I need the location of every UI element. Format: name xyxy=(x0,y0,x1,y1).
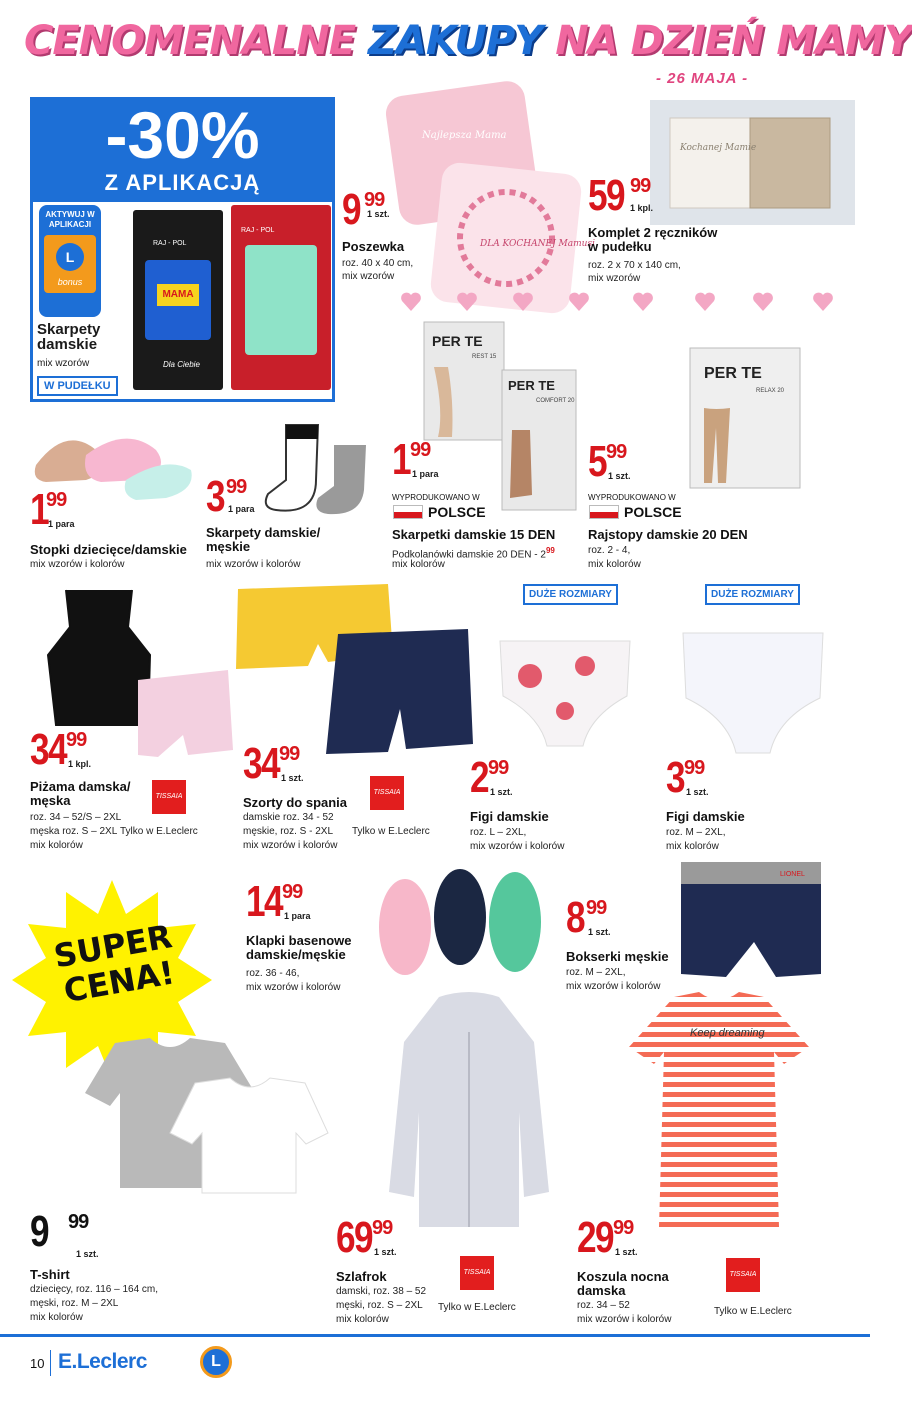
page-number: 10 xyxy=(30,1356,45,1371)
desc-figi1-1: roz. L – 2XL, xyxy=(470,827,527,838)
leclerc-logo-icon: L xyxy=(56,243,84,271)
duze-rozmiary-badge: DUŻE ROZMIARY xyxy=(705,584,800,605)
brand-name[interactable]: E.Leclerc xyxy=(58,1350,147,1373)
name-koszula: Koszula nocna damska xyxy=(577,1269,669,1298)
footer-separator xyxy=(50,1350,51,1376)
promo-banner xyxy=(33,100,332,202)
svg-text:LIONEL: LIONEL xyxy=(780,871,805,878)
perte-rest-package xyxy=(424,322,504,440)
svg-text:REST 15: REST 15 xyxy=(472,354,497,360)
figi1-image xyxy=(495,636,635,751)
towel-box-image xyxy=(650,100,855,225)
country-label: POLSCE xyxy=(428,504,486,520)
tylko-label: Tylko w E.Leclerc xyxy=(438,1302,516,1313)
mama-badge: MAMA xyxy=(157,284,199,306)
super-cena-label: SUPER CENA! xyxy=(50,917,178,1011)
in-box-badge: W PUDEŁKU xyxy=(37,376,118,396)
desc-koszula-2: mix wzorów i kolorów xyxy=(577,1314,672,1325)
desc-skarpetki15-2: mix kolorów xyxy=(392,559,445,570)
desc-pizama-3: mix kolorów xyxy=(30,840,83,851)
towel-text: Kochanej Mamie xyxy=(680,143,757,153)
tylko-label: Tylko w E.Leclerc xyxy=(352,826,430,837)
headline xyxy=(24,18,912,78)
name-pizama: Piżama damska/ męska xyxy=(30,779,131,808)
svg-text:RELAX 20: RELAX 20 xyxy=(756,388,785,394)
desc-szorty-2: męskie, roz. S - 2XL xyxy=(243,826,334,837)
desc-skarpetki15-1: Podkolanówki damskie 20 DEN - $2^{99}$ xyxy=(392,546,555,561)
made-in-label: WYPRODUKOWANO W xyxy=(588,493,676,502)
headline-part1: CENOMENALNE xyxy=(24,18,356,64)
perte-relax-package xyxy=(690,348,800,488)
sock-box-red xyxy=(231,205,331,390)
name-figi1: Figi damskie xyxy=(470,809,549,824)
desc-szlafrok-1: damski, roz. 38 – 52 xyxy=(336,1286,427,1297)
price-szorty: 34 99 1 szt. xyxy=(243,739,304,788)
skarpety-image xyxy=(256,420,386,520)
phone-icon xyxy=(39,205,101,317)
desc-szlafrok-2: męski, roz. S – 2XL xyxy=(336,1300,423,1311)
promo-subtitle: Z APLIKACJĄ xyxy=(104,170,261,195)
bokserki-image xyxy=(676,862,826,982)
promo-product-name: Skarpety damskie xyxy=(37,321,101,353)
pillow-image xyxy=(382,78,595,318)
leclerc-logo-icon: L xyxy=(200,1346,232,1378)
sock-tag: RAJ - POL xyxy=(153,240,187,247)
name-bokserki: Bokserki męskie xyxy=(566,949,669,964)
desc-szorty-1: damskie roz. 34 - 52 xyxy=(243,812,334,823)
svg-text:PER TE: PER TE xyxy=(508,378,555,393)
szlafrok-image xyxy=(384,992,554,1232)
tylko-label: Tylko w E.Leclerc xyxy=(714,1306,792,1317)
desc-szorty-3: mix wzorów i kolorów xyxy=(243,840,338,851)
tissaia-logo: TISSAIA xyxy=(460,1256,494,1290)
sock-tag: RAJ - POL xyxy=(241,227,275,234)
desc-rajstopy-2: mix kolorów xyxy=(588,559,641,570)
duze-rozmiary-badge: DUŻE ROZMIARY xyxy=(523,584,618,605)
poland-flag-icon xyxy=(393,505,423,519)
desc-pizama-1: roz. 34 – 52/S – 2XL xyxy=(30,812,122,823)
tissaia-logo: TISSAIA xyxy=(152,780,186,814)
desc-figi2-1: roz. M – 2XL, xyxy=(666,827,726,838)
name-poszewka: Poszewka xyxy=(342,239,405,254)
name-klapki: Klapki basenowe damskie/męskie xyxy=(246,933,352,962)
tissaia-logo: TISSAIA xyxy=(370,776,404,810)
pillow1-text: Najlepsza Mama xyxy=(422,130,507,141)
price-rajstopy: 5 99 1 szt. xyxy=(588,437,631,486)
klapki-image xyxy=(370,862,550,982)
bonus-label: bonus xyxy=(57,277,83,287)
heart-icon xyxy=(512,292,534,312)
name-reczniki: Komplet 2 ręczników w pudełku xyxy=(588,225,718,254)
heart-icon xyxy=(568,292,590,312)
desc-tshirt-2: męski, roz. M – 2XL xyxy=(30,1298,119,1309)
tissaia-logo: TISSAIA xyxy=(726,1258,760,1292)
desc-figi1-2: mix wzorów i kolorów xyxy=(470,841,565,852)
sock-image xyxy=(245,245,317,355)
poland-flag-icon xyxy=(589,505,619,519)
dla-ciebie: Dla Ciebie xyxy=(163,360,200,369)
szorty-image xyxy=(228,574,478,764)
name-stopki: Stopki dziecięce/damskie xyxy=(30,542,187,557)
desc-skarpety: mix wzorów i kolorów xyxy=(206,559,301,570)
price-tshirt: 9 99 1 szt. xyxy=(30,1207,99,1259)
footer-divider xyxy=(0,1334,870,1337)
heart-icon xyxy=(632,292,654,312)
desc-stopki: mix wzorów i kolorów xyxy=(30,559,125,570)
price-figi1: 2 99 1 szt. xyxy=(470,753,513,802)
desc-bokserki-2: mix wzorów i kolorów xyxy=(566,981,661,992)
tshirt-image xyxy=(70,1038,330,1198)
sock-box-black xyxy=(133,210,223,390)
desc-pizama-2: męska roz. S – 2XL xyxy=(30,826,118,837)
price-stopki: 1 99 1 para xyxy=(30,485,75,534)
name-figi2: Figi damskie xyxy=(666,809,745,824)
country-label: POLSCE xyxy=(624,504,682,520)
promo-discount: -30% xyxy=(105,98,260,172)
desc-szlafrok-3: mix kolorów xyxy=(336,1314,389,1325)
price-bokserki: 8 99 1 szt. xyxy=(566,893,611,942)
desc-tshirt-1: dziecięcy, roz. 116 – 164 cm, xyxy=(30,1284,159,1295)
price-pizama: 34 99 1 kpl. xyxy=(30,725,92,774)
price-skarpetki15: 1 99 1 para xyxy=(392,435,439,484)
desc-poszewka-1: roz. 40 x 40 cm, xyxy=(342,258,414,269)
price-szlafrok: 69 99 1 szt. xyxy=(336,1213,397,1262)
perte-comfort-package xyxy=(502,370,576,510)
heart-icon xyxy=(694,292,716,312)
svg-text:PER TE: PER TE xyxy=(432,333,483,349)
phone-text: AKTYWUJ W APLIKACJI xyxy=(45,210,95,229)
promo-product-desc: mix wzorów xyxy=(37,358,90,369)
price-reczniki: 59 99 1 kpl. xyxy=(588,171,654,220)
pillow2-text: DLA KOCHANEJ Mamusi xyxy=(480,239,595,249)
name-szlafrok: Szlafrok xyxy=(336,1269,387,1284)
name-skarpety: Skarpety damskie/ męskie xyxy=(206,525,321,554)
desc-reczniki-1: roz. 2 x 70 x 140 cm, xyxy=(588,260,681,271)
heart-icon xyxy=(400,292,422,312)
app-screen xyxy=(44,235,96,293)
svg-text:Keep dreaming: Keep dreaming xyxy=(690,1027,765,1039)
desc-reczniki-2: mix wzorów xyxy=(588,273,641,284)
name-szorty: Szorty do spania xyxy=(243,795,348,810)
heart-icon xyxy=(456,292,478,312)
headline-date: - 26 MAJA - xyxy=(656,70,749,87)
price-skarpety: 3 99 1 para xyxy=(206,472,255,521)
svg-text:COMFORT 20: COMFORT 20 xyxy=(536,398,575,404)
desc-klapki-2: mix wzorów i kolorów xyxy=(246,982,341,993)
svg-text:PER TE: PER TE xyxy=(704,365,762,382)
name-rajstopy: Rajstopy damskie 20 DEN xyxy=(588,527,748,542)
desc-rajstopy-1: roz. 2 - 4, xyxy=(588,545,631,556)
desc-koszula-1: roz. 34 – 52 xyxy=(577,1300,630,1311)
made-in-label: WYPRODUKOWANO W xyxy=(392,493,480,502)
figi2-image xyxy=(678,628,828,758)
price-koszula: 29 99 1 szt. xyxy=(577,1213,638,1262)
desc-poszewka-2: mix wzorów xyxy=(342,271,395,282)
tylko-label: Tylko w E.Leclerc xyxy=(120,826,198,837)
koszula-image xyxy=(624,992,814,1232)
desc-bokserki-1: roz. M – 2XL, xyxy=(566,967,626,978)
promo-box[interactable] xyxy=(30,97,335,402)
desc-klapki-1: roz. 36 - 46, xyxy=(246,968,300,979)
price-figi2: 3 99 1 szt. xyxy=(666,753,709,802)
headline-part3: NA DZIEŃ MAMY xyxy=(555,18,912,64)
desc-figi2-2: mix kolorów xyxy=(666,841,719,852)
desc-tshirt-3: mix kolorów xyxy=(30,1312,83,1323)
name-skarpetki15: Skarpetki damskie 15 DEN xyxy=(392,527,556,542)
price-klapki: 14 99 1 para xyxy=(246,877,311,926)
price-poszewka: 9 99 1 szt. xyxy=(342,185,390,234)
heart-icon xyxy=(752,292,774,312)
heart-icon xyxy=(812,292,834,312)
name-tshirt: T-shirt xyxy=(30,1267,70,1282)
headline-part2: ZAKUPY xyxy=(367,18,543,64)
